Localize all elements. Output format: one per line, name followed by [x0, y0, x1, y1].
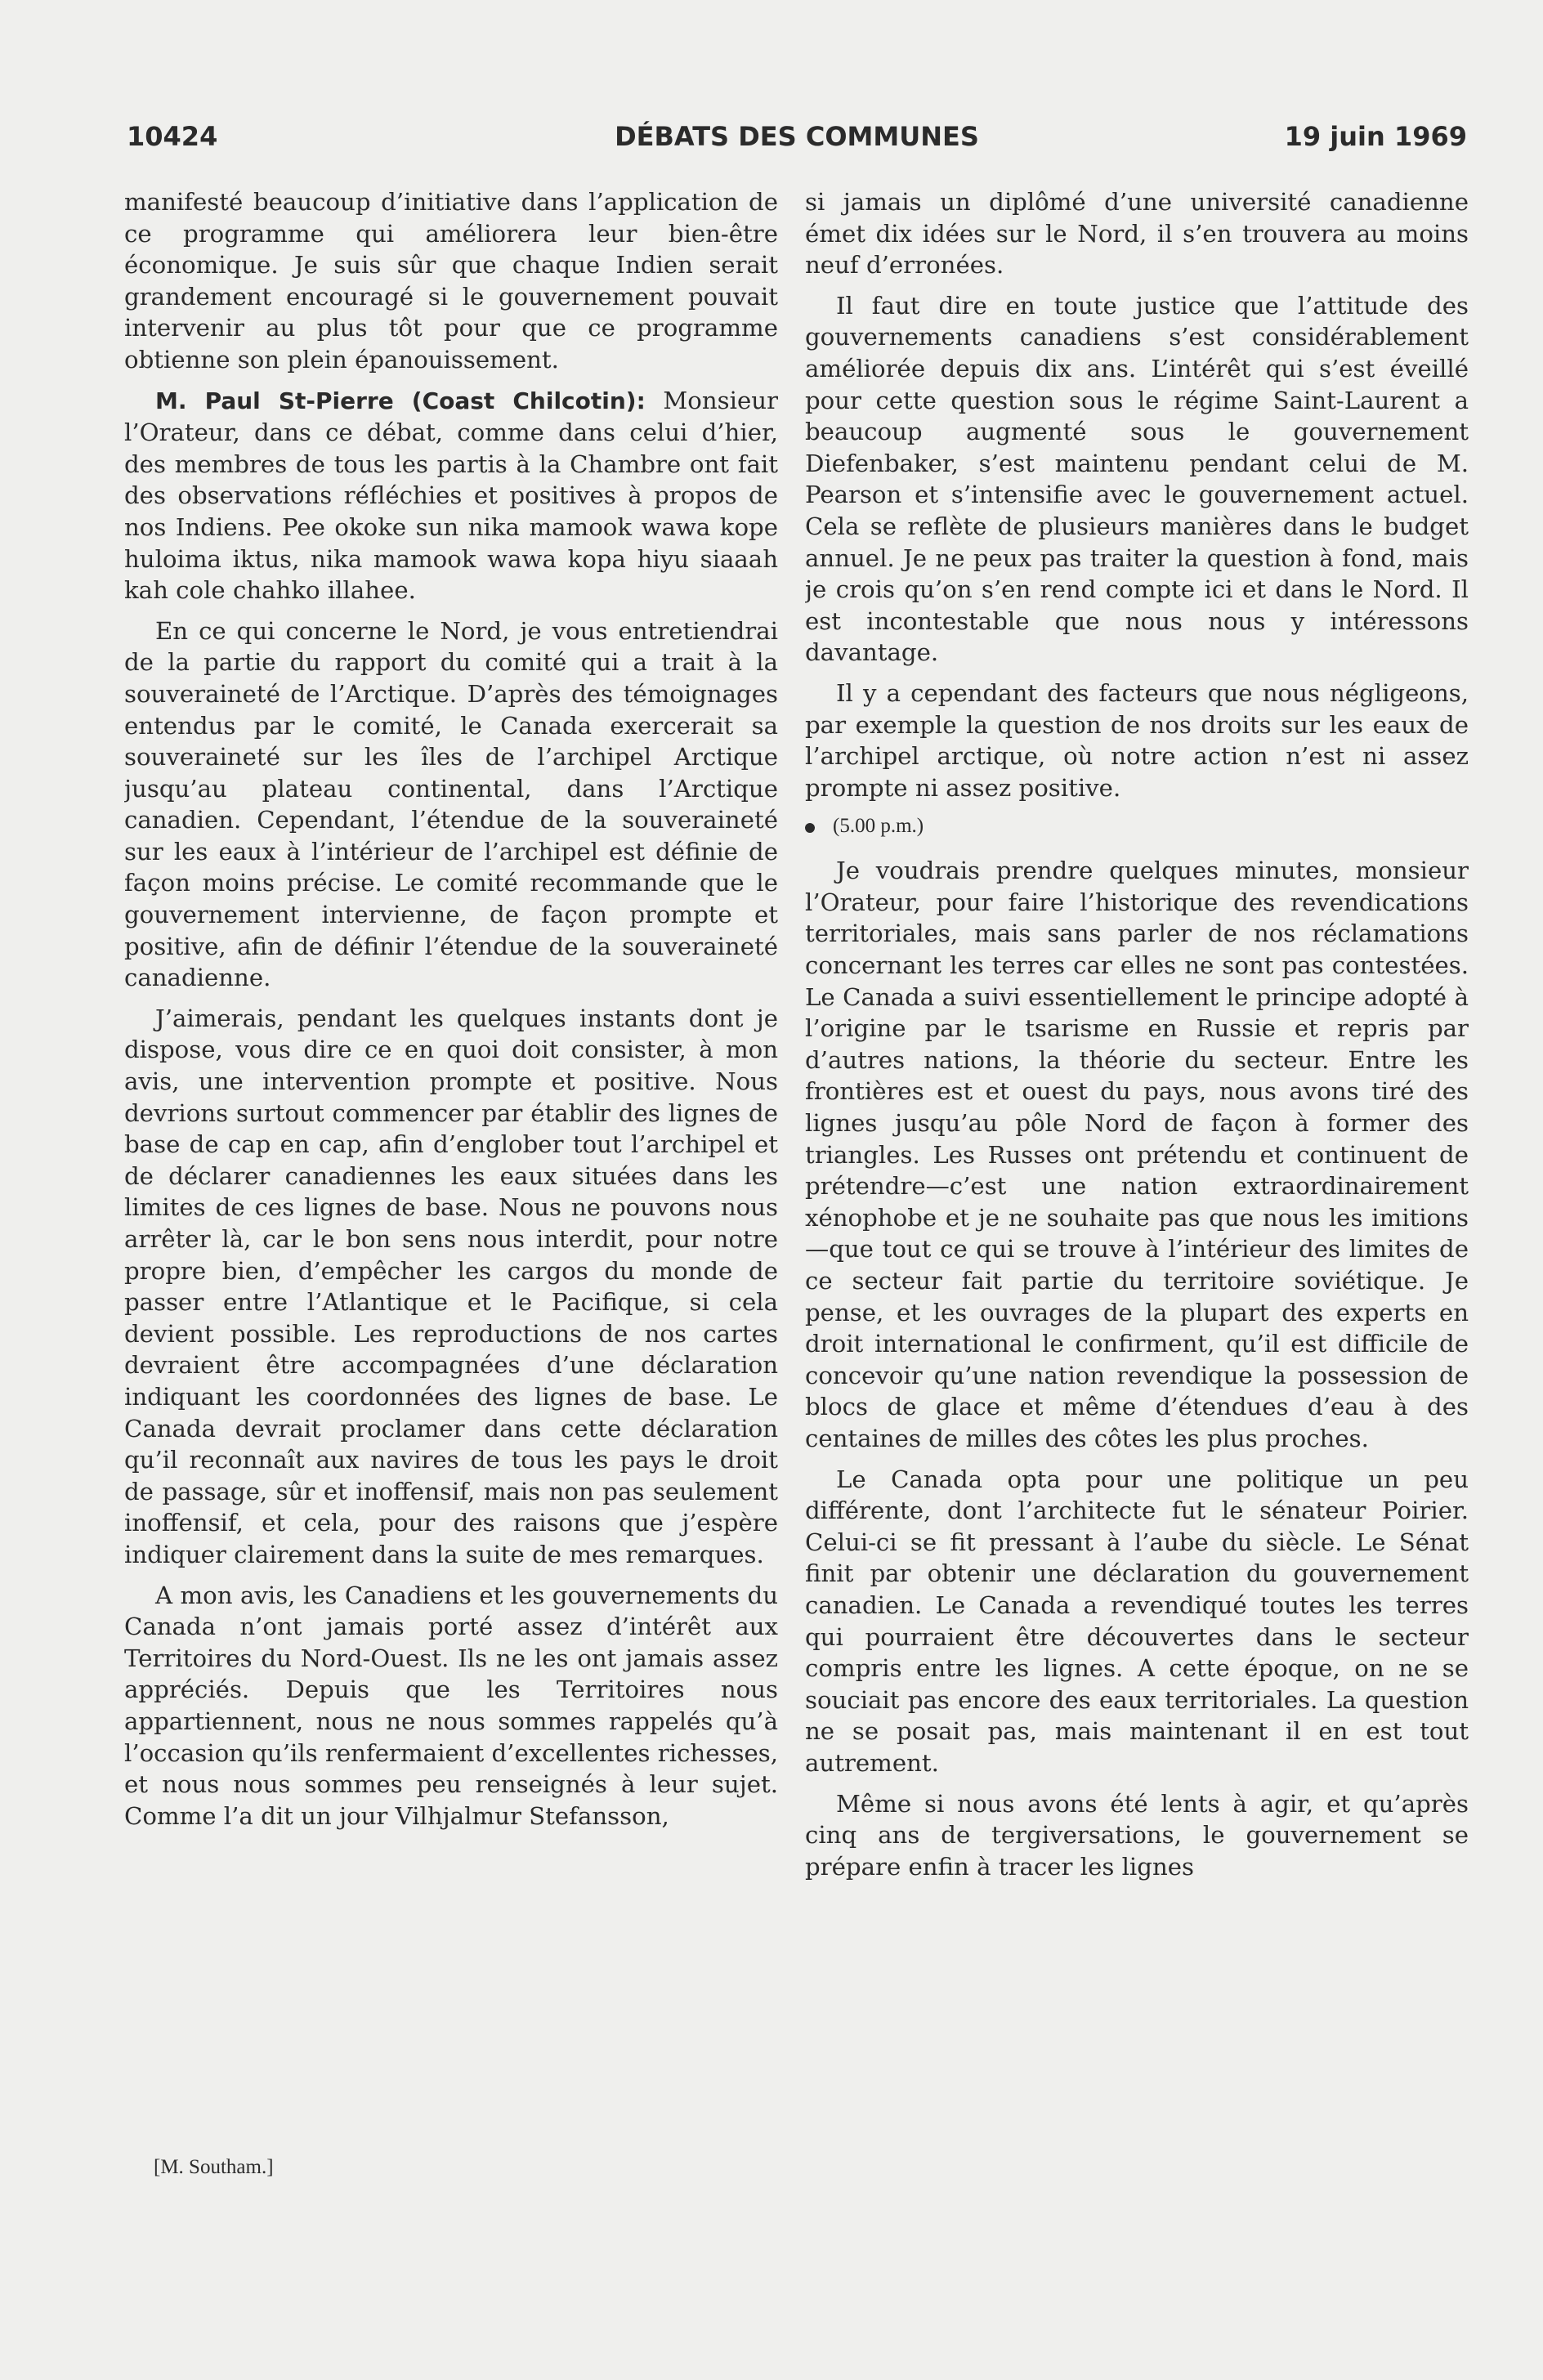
publication-date: 19 juin 1969	[1284, 121, 1467, 152]
paragraph: En ce qui concerne le Nord, je vous entretiendrai de la partie du rapport du comité qui a trait à la souveraineté de l’Arctique. D’après des témoignages entendus par le comité, le Canada exercerait sa souveraineté sur les îles de l’archipel Arctique jusqu’au plateau continental, dans l’Arctique canadien. Cependant, l’étendue de la souveraineté sur les eaux à l’intérieur de l’archipel est définie de façon moins précise. Le comité recommande que le gouvernement intervienne, de façon prompte et positive, afin de définir l’étendue de la souveraineté canadienne.	[124, 616, 778, 992]
paragraph: J’aimerais, pendant les quelques instants dont je dispose, vous dire ce en quoi doit consister, à mon avis, une intervention prompte et positive. Nous devrions surtout commencer par établir des lignes de base de cap en cap, afin d’englober tout l’archipel et de déclarer canadiennes les eaux situées dans les limites de ces lignes de base. Nous ne pouvons nous arrêter là, car le bon sens nous interdit, pour notre propre bien, d’empêcher les cargos du monde de passer entre l’Atlantique et le Pacifique, si cela devient possible. Les reproductions de nos cartes devraient être accompagnées d’une déclaration indiquant les coordonnées des lignes de base. Le Canada devrait proclamer dans cette déclaration qu’il reconnaît aux navires de tous les pays le droit de passage, sûr et inoffensif, mais non pas seulement inoffensif, et cela, pour des raisons que j’espère indiquer clairement dans la suite de mes remarques.	[124, 1004, 778, 1568]
speech-text: Monsieur l’Orateur, dans ce débat, comme dans celui d’hier, des membres de tous les partis à la Chambre ont fait des observations réfléchies et positives à propos de nos Indiens. Pee okoke sun nika mamook wawa kope huloima iktus, nika mamook wawa kopa hiyu siaaah kah cole chahko illahee.	[124, 386, 778, 605]
page-header	[127, 121, 1467, 159]
page-number: 10424	[127, 121, 218, 152]
paragraph: Il y a cependant des facteurs que nous négligeons, par exemple la question de nos droits sur les eaux de l’archipel arctique, où notre action n’est ni assez prompte ni assez positive.	[805, 678, 1469, 802]
paragraph: si jamais un diplômé d’une université canadienne émet dix idées sur le Nord, il s’en trouvera au moins neuf d’erronées.	[805, 188, 1469, 280]
timestamp-text: (5.00 p.m.)	[833, 815, 924, 838]
left-column	[124, 186, 778, 2181]
paragraph: A mon avis, les Canadiens et les gouvernements du Canada n’ont jamais porté assez d’intérêt aux Territoires du Nord-Ouest. Ils ne les ont jamais assez appréciés. Depuis que les Territoires nous appartiennent, nous ne nous sommes rappelés qu’à l’occasion qu’ils renfermaient d’excellentes richesses, et nous nous sommes peu renseignés à leur sujet. Comme l’a dit un jour Vilhjalmur Stefansson,	[124, 1581, 778, 1830]
paragraph: Il faut dire en toute justice que l’attitude des gouvernements canadiens s’est considérablement améliorée depuis dix ans. L’intérêt qui s’est éveillé pour cette question sous le régime Saint-Laurent a beaucoup augmenté sous le gouvernement Diefenbaker, s’est maintenu pendant celui de M. Pearson et s’intensifie avec le gouvernement actuel. Cela se reflète de plusieurs manières dans le budget annuel. Je ne peux pas traiter la question à fond, mais je crois qu’on s’en rend compte ici et dans le Nord. Il est incontestable que nous nous y intéressons davantage.	[805, 291, 1469, 667]
bullet-icon	[805, 823, 815, 833]
paragraph: Le Canada opta pour une politique un peu différente, dont l’architecte fut le sénateur Poirier. Celui-ci se fit pressant à l’aube du siècle. Le Sénat finit par obtenir une déclaration du gouvernement canadien. Le Canada a revendiqué toutes les terres qui pourraient être découvertes dans le secteur compris entre les lignes. A cette époque, on ne se souciait pas encore des eaux territoriales. La question ne se posait pas, mais maintenant il en est tout autrement.	[805, 1465, 1469, 1777]
timestamp-marker	[805, 812, 1469, 840]
paragraph: Je voudrais prendre quelques minutes, monsieur l’Orateur, pour faire l’historique des revendications territoriales, mais sans parler de nos réclamations concernant les terres car elles ne sont pas contestées. Le Canada a suivi essentiellement le principe adopté à l’origine par le tsarisme en Russie et repris par d’autres nations, la théorie du secteur. Entre les frontières est et ouest du pays, nous avons tiré des lignes jusqu’au pôle Nord de façon à former des triangles. Les Russes ont prétendu et continuent de prétendre—c’est une nation extraordinairement xénophobe et je ne souhaite pas que nous les imitions—que tout ce qui se trouve à l’intérieur des limites de ce secteur fait partie du territoire soviétique. Je pense, et les ouvrages de la plupart des experts en droit international le confirment, qu’il est difficile de concevoir qu’une nation revendique la possession de blocs de glace et même d’étendues d’eau à des centaines de milles des côtes les plus proches.	[805, 857, 1469, 1452]
speech-paragraph	[124, 385, 778, 606]
speaker-name: M. Paul St-Pierre (Coast Chilcotin):	[155, 387, 646, 414]
speaker-reference: [M. Southam.]	[154, 2156, 274, 2178]
paragraph: Même si nous avons été lents à agir, et qu’après cinq ans de tergiversations, le gouvernement se prépare enfin à tracer les lignes	[805, 1789, 1469, 1881]
right-column	[805, 186, 1469, 2181]
paragraph: manifesté beaucoup d’initiative dans l’application de ce programme qui améliorera leur bien-être économique. Je suis sûr que chaque Indien serait grandement encouragé si le gouvernement pouvait intervenir au plus tôt pour que ce programme obtienne son plein épanouissement.	[124, 188, 778, 374]
publication-title: DÉBATS DES COMMUNES	[615, 121, 979, 152]
